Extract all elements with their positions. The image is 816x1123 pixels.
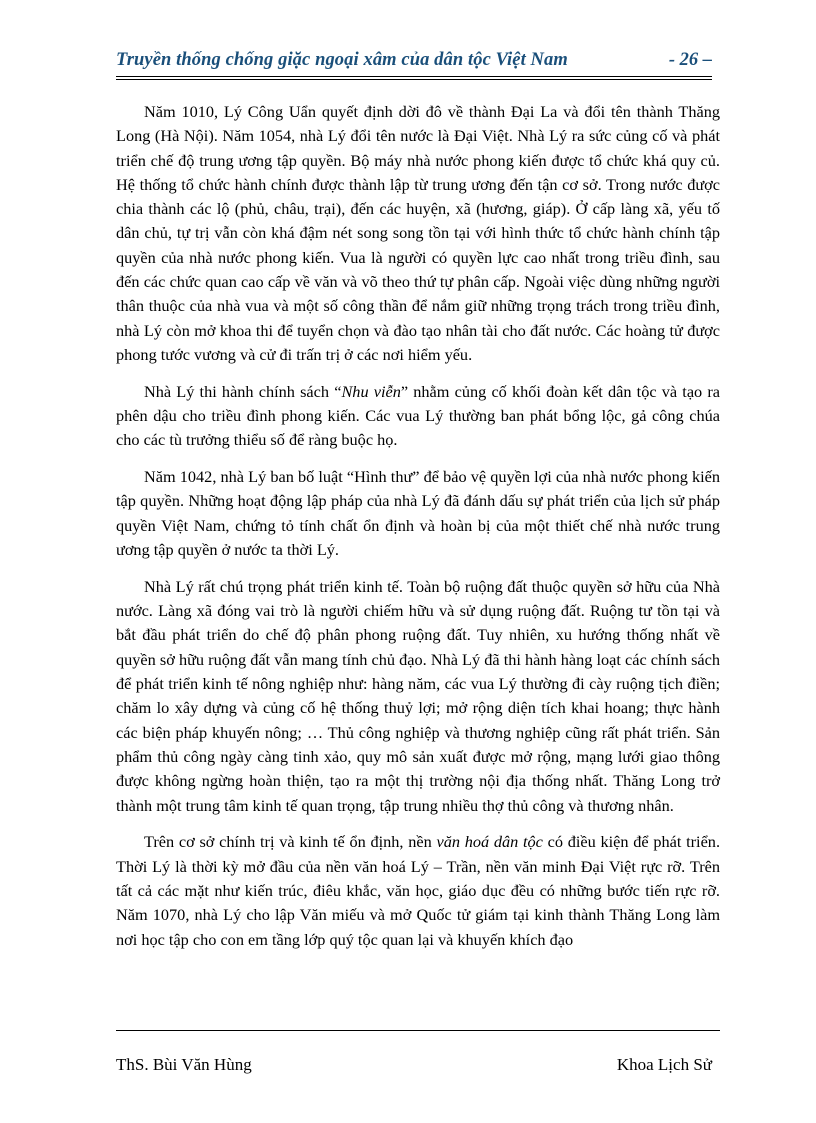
paragraph-5-emphasis: văn hoá dân tộc	[436, 832, 543, 852]
body-text	[116, 100, 720, 964]
header-rule	[116, 76, 712, 77]
paragraph-2-emphasis: Nhu viễn	[341, 381, 401, 401]
paragraph-4: Nhà Lý rất chú trọng phát triển kinh tế. Toàn bộ ruộng đất thuộc quyền sở hữu của Nhà nước. Làng xã đóng vai trò là người chiếm hữu và sử dụng ruộng đất. Ruộng tư tồn tại và bắt đầu phát triển do chế độ phân phong ruộng đất. Tuy nhiên, xu hướng thống nhất về quyền sở hữu ruộng đất vẫn mang tính chủ đạo. Nhà Lý đã thi hành hàng loạt các chính sách để phát triển kinh tế nông nghiệp như: hàng năm, các vua Lý thường đi cày ruộng tịch điền; chăm lo xây dựng và củng cố hệ thống thuỷ lợi; mở rộng diện tích khai hoang; thực hành các biện pháp khuyến nông; … Thủ công nghiệp và thương nghiệp cũng rất phát triển. Sản phẩm thủ công ngày càng tinh xảo, quy mô sản xuất được mở rộng, mạng lưới giao thông được không ngừng hoàn thiện, tạo ra một thị trường nội địa thống nhất. Thăng Long trở thành một trung tâm kinh tế quan trọng, tập trung nhiều thợ thủ công và thương nhân.	[116, 576, 720, 815]
footer-author: ThS. Bùi Văn Hùng	[116, 1055, 252, 1074]
page-number: - 26 –	[668, 50, 712, 70]
paragraph-1: Năm 1010, Lý Công Uẩn quyết định dời đô về thành Đại La và đổi tên thành Thăng Long (Hà Nội). Năm 1054, nhà Lý đổi tên nước là Đại Việt. Nhà Lý ra sức củng cố và phát triển chế độ trung ương tập quyền. Bộ máy nhà nước phong kiến được tổ chức khá quy củ. Hệ thống tổ chức hành chính được thành lập từ trung ương đến tận cơ sở. Trong nước được chia thành các lộ (phủ, châu, trại), đến các huyện, xã (hương, giáp). Ở cấp làng xã, yếu tố dân chủ, tự trị vẫn còn khá đậm nét song song tồn tại với hình thức tổ chức hành chính tập quyền của nhà nước phong kiến. Vua là người có quyền lực cao nhất trong triều đình, sau đến các chức quan cao cấp về văn và võ theo thứ tự phân cấp. Ngoài việc dùng những người thân thuộc của nhà vua và một số công thần để nắm giữ những trọng trách trong triều đình, nhà Lý còn mở khoa thi để tuyển chọn và đào tạo nhân tài cho đất nước. Các hoàng tử được phong tước vương và cử đi trấn trị ở các nơi hiểm yếu.	[116, 102, 720, 364]
header-rule-thin	[116, 79, 712, 80]
paragraph-5-text: Trên cơ sở chính trị và kinh tế ổn định, nền	[144, 832, 437, 852]
paragraph-2	[116, 380, 720, 453]
paragraph-3: Năm 1042, nhà Lý ban bố luật “Hình thư” để bảo vệ quyền lợi của nhà nước phong kiến tập quyền. Những hoạt động lập pháp của nhà Lý đã đánh dấu sự phát triển của lịch sử pháp quyền Việt Nam, chứng tỏ tính chất ổn định và hoàn bị của một thiết chế nhà nước trung ương tập quyền ở nước ta thời Lý.	[116, 467, 720, 560]
paragraph-5	[116, 830, 720, 951]
paragraph-5-text-end: có điều kiện để phát triển. Thời Lý là thời kỳ mở đầu của nền văn hoá Lý – Trần, nền văn minh Đại Việt rực rỡ. Trên tất cả các mặt như kiến trúc, điêu khắc, văn học, giáo dục đều có những bước tiến rực rỡ. Năm 1070, nhà Lý cho lập Văn miếu và mở Quốc tử giám tại kinh thành Thăng Long làm nơi học tập cho con em tầng lớp quý tộc quan lại và khuyến khích đạo	[116, 832, 721, 949]
header-title: Truyền thống chống giặc ngoại xâm của dân tộc Việt Nam	[116, 50, 568, 70]
footer-department: Khoa Lịch Sử	[616, 1055, 712, 1074]
paragraph-2-text: Nhà Lý thi hành chính sách “	[144, 381, 342, 401]
footer-rule	[116, 1030, 720, 1031]
page-header	[116, 50, 712, 76]
paragraph-2-text-end: ” nhằm củng cố khối đoàn kết dân tộc và tạo ra phên dậu cho triều đình phong kiến. Các vua Lý thường ban phát bổng lộc, gả công chúa cho các tù trưởng thiểu số để ràng buộc họ.	[116, 381, 721, 450]
